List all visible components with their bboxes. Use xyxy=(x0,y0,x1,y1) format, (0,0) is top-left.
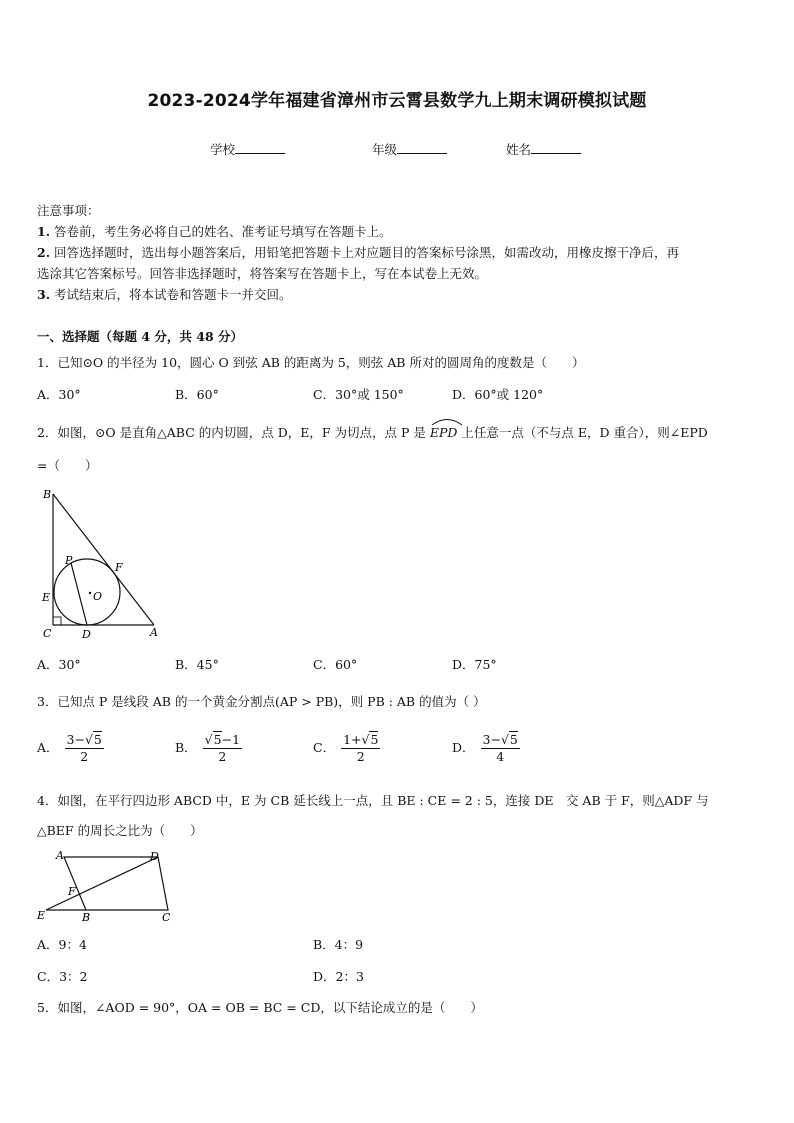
q3-stem: 3．已知点 P 是线段 AB 的一个黄金分割点(AP > PB)，则 PB : AB 的值为（ ） xyxy=(37,694,486,709)
q2-option-a: A．30° xyxy=(37,657,81,672)
q4-stem-continued: △BEF 的周长之比为（ ） xyxy=(37,823,203,838)
q2-option-d: D．75° xyxy=(452,657,497,672)
note-3 xyxy=(37,284,759,305)
label-f: F xyxy=(115,561,123,574)
page-title: 2023-2024学年福建省漳州市云霄县数学九上期末调研模拟试题 xyxy=(147,91,647,111)
q2-stem-part2: 上任意一点（不与点 E，D 重合），则∠EPD xyxy=(461,425,708,440)
parallelogram-abcd xyxy=(64,857,168,910)
q3-a-fraction: $\frac{3-√5}{2}$ xyxy=(66,732,102,764)
name-label: 姓名 xyxy=(506,142,532,157)
label-e: E xyxy=(42,591,51,604)
section-heading: 一、选择题（每题 4 分，共 48 分） xyxy=(37,329,244,344)
q3-a-radicand: 5 xyxy=(93,732,102,747)
chord-pd xyxy=(71,563,87,625)
grade-field xyxy=(372,140,447,158)
label-p: P xyxy=(65,554,73,567)
grade-blank xyxy=(397,141,447,154)
q1-option-b: B．60° xyxy=(175,387,219,402)
q4-option-b: B．4：9 xyxy=(313,937,364,952)
school-field xyxy=(210,140,285,158)
note-2-text: 回答选择题时，选出每小题答案后，用铅笔把答题卡上对应题目的答案标号涂黑，如需改动，用橡皮擦干净后，再 xyxy=(54,245,680,260)
q4-stem: 4．如图，在平行四边形 ABCD 中，E 为 CB 延长线上一点，且 BE : CE = 2 : 5，连接 DE 交 AB 于 F，则△ADF 与 xyxy=(37,793,709,808)
name-field xyxy=(506,140,581,158)
name-blank xyxy=(531,141,581,154)
q2-arc-label xyxy=(430,421,458,440)
label-a: A xyxy=(150,626,158,639)
q3-b-radicand: 5 xyxy=(213,732,222,747)
note-1-number: 1. xyxy=(37,224,51,239)
q3-c-label: C． xyxy=(313,740,336,755)
q3-d-den: 4 xyxy=(496,749,505,764)
q2-option-b: B．45° xyxy=(175,657,219,672)
q3-c-radicand: 5 xyxy=(370,732,379,747)
q2-stem xyxy=(37,421,708,441)
q3-b-fraction: $\frac{√5-1}{2}$ xyxy=(204,732,241,764)
label-b: B xyxy=(43,488,52,501)
note-3-text: 考试结束后，将本试卷和答题卡一并交回。 xyxy=(54,287,292,302)
label-f: F xyxy=(68,885,76,898)
incircle xyxy=(54,559,120,625)
note-1-text: 答卷前，考生务必将自己的姓名、准考证号填写在答题卡上。 xyxy=(54,224,392,239)
notes-heading: 注意事项： xyxy=(37,203,100,218)
q3-d-fraction: $\frac{3-√5}{4}$ xyxy=(482,732,518,764)
q1-option-a: A．30° xyxy=(37,387,81,402)
q3-option-b xyxy=(175,732,244,765)
q1-stem: 1．已知⊙O 的半径为 10，圆心 O 到弦 AB 的距离为 5，则弦 AB 所对的圆周角的度数是（ ） xyxy=(37,355,585,370)
q3-a-num-pre: 3− xyxy=(66,732,85,747)
q3-c-fraction: $\frac{1+√5}{2}$ xyxy=(343,732,379,764)
note-1 xyxy=(37,221,759,242)
school-blank xyxy=(235,141,285,154)
q1-option-d: D．60°或 120° xyxy=(452,387,544,402)
label-b: B xyxy=(82,911,91,924)
segment-de xyxy=(46,857,158,910)
q3-a-den: 2 xyxy=(80,749,89,764)
q3-option-d xyxy=(452,732,522,765)
q3-b-den: 2 xyxy=(218,749,227,764)
q4-option-c: C．3：2 xyxy=(37,969,88,984)
q3-option-c xyxy=(313,732,382,765)
note-3-number: 3. xyxy=(37,287,51,302)
q3-c-num-pre: 1+ xyxy=(343,732,362,747)
q4-option-d: D．2：3 xyxy=(313,969,364,984)
grade-label: 年级 xyxy=(372,142,398,157)
label-a: A xyxy=(56,849,64,862)
right-angle-mark xyxy=(53,617,61,625)
q3-d-radicand: 5 xyxy=(509,732,518,747)
q3-a-label: A． xyxy=(37,740,59,755)
q5-stem: 5．如图，∠AOD = 90°，OA = OB = BC = CD，以下结论成立的是（ ） xyxy=(37,1000,483,1015)
q2-arc-text: EPD xyxy=(429,425,458,440)
q3-d-num-pre: 3− xyxy=(482,732,501,747)
label-d: D xyxy=(150,850,159,863)
label-c: C xyxy=(43,627,52,640)
center-dot xyxy=(89,592,91,594)
q2-stem-end: =（ ） xyxy=(37,458,98,473)
q4-figure xyxy=(34,846,182,926)
arc-mark-icon xyxy=(430,416,464,426)
label-e: E xyxy=(37,909,46,922)
q3-b-label: B． xyxy=(175,740,197,755)
note-2 xyxy=(37,242,759,263)
q3-b-num-post: −1 xyxy=(221,732,241,747)
note-2-number: 2. xyxy=(37,245,51,260)
q3-option-a xyxy=(37,732,106,765)
q3-d-label: D． xyxy=(452,740,475,755)
school-label: 学校 xyxy=(210,142,236,157)
q3-c-den: 2 xyxy=(356,749,365,764)
q1-option-c: C．30°或 150° xyxy=(313,387,404,402)
q2-stem-part1: 2．如图，⊙O 是直角△ABC 的内切圆，点 D，E，F 为切点，点 P 是 xyxy=(37,425,426,440)
q2-option-c: C．60° xyxy=(313,657,358,672)
label-c: C xyxy=(162,911,171,924)
notes xyxy=(37,200,759,305)
label-o: O xyxy=(93,590,103,603)
label-d: D xyxy=(82,628,91,641)
note-2-continued: 选涂其它答案标号。回答非选择题时，将答案写在答题卡上，写在本试卷上无效。 xyxy=(37,266,488,281)
q2-figure xyxy=(36,486,166,642)
q4-option-a: A．9：4 xyxy=(37,937,87,952)
